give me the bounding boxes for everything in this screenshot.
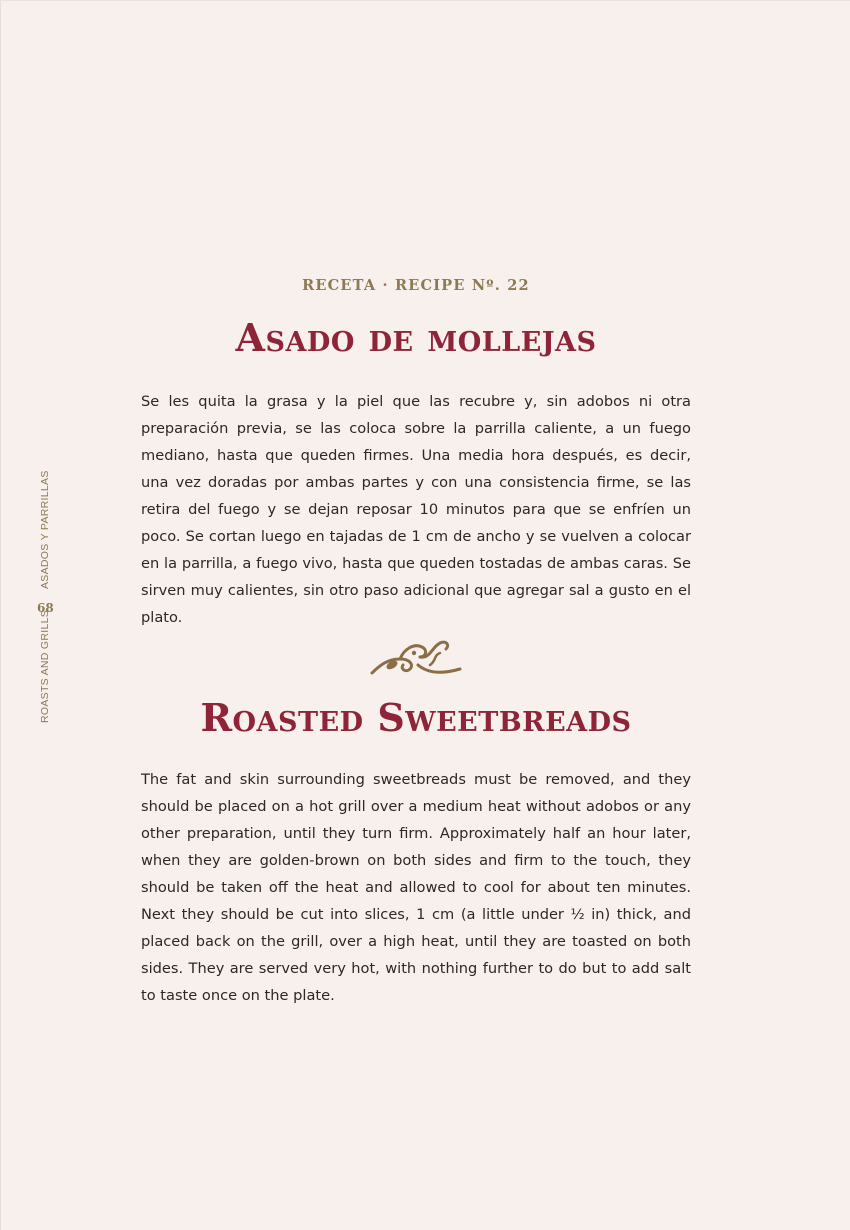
recipe-kicker: RECETA · RECIPE Nº. 22: [302, 277, 530, 294]
recipe-body-es: Se les quita la grasa y la piel que las recubre y, sin adobos ni otra preparación previa, se las coloca sobre la parrilla caliente, a un fuego mediano, hasta que queden firmes. Una media hora después, es decir, una vez doradas por ambas partes y con una consistencia firme, se las retira del fuego y se dejan reposar 10 minutos para que se enfríen un poco. Se cortan luego en tajadas de 1 cm de ancho y se vuelven a colocar en la parrilla, a fuego vivo, hasta que queden tostadas de ambas caras. Se sirven muy calientes, sin otro paso adicional que agregar sal a gusto en el plato.: [141, 393, 691, 626]
recipe-title-en: Roasted Sweetbreads: [200, 695, 632, 740]
recipe-title-es: Asado de mollejas: [235, 315, 597, 360]
floral-ornament-icon: [370, 635, 462, 677]
section-label-en: ROASTS AND GRILLS: [39, 609, 51, 723]
section-label-es: ASADOS Y PARRILLAS: [39, 470, 51, 589]
page-number: 68: [37, 601, 54, 615]
recipe-body-en: The fat and skin surrounding sweetbreads must be removed, and they should be placed on a hot grill over a medium heat without adobos or any other preparation, until they turn firm. Approximately half an hour later, when they are golden-brown on both sides and firm to the touch, they should be taken off the heat and allowed to cool for about ten minutes. Next they should be cut into slices, 1 cm (a little under ½ in) thick, and placed back on the grill, over a high heat, until they are toasted on both sides. They are served very hot, with nothing further to do but to add salt to taste once on the plate.: [141, 771, 691, 1004]
